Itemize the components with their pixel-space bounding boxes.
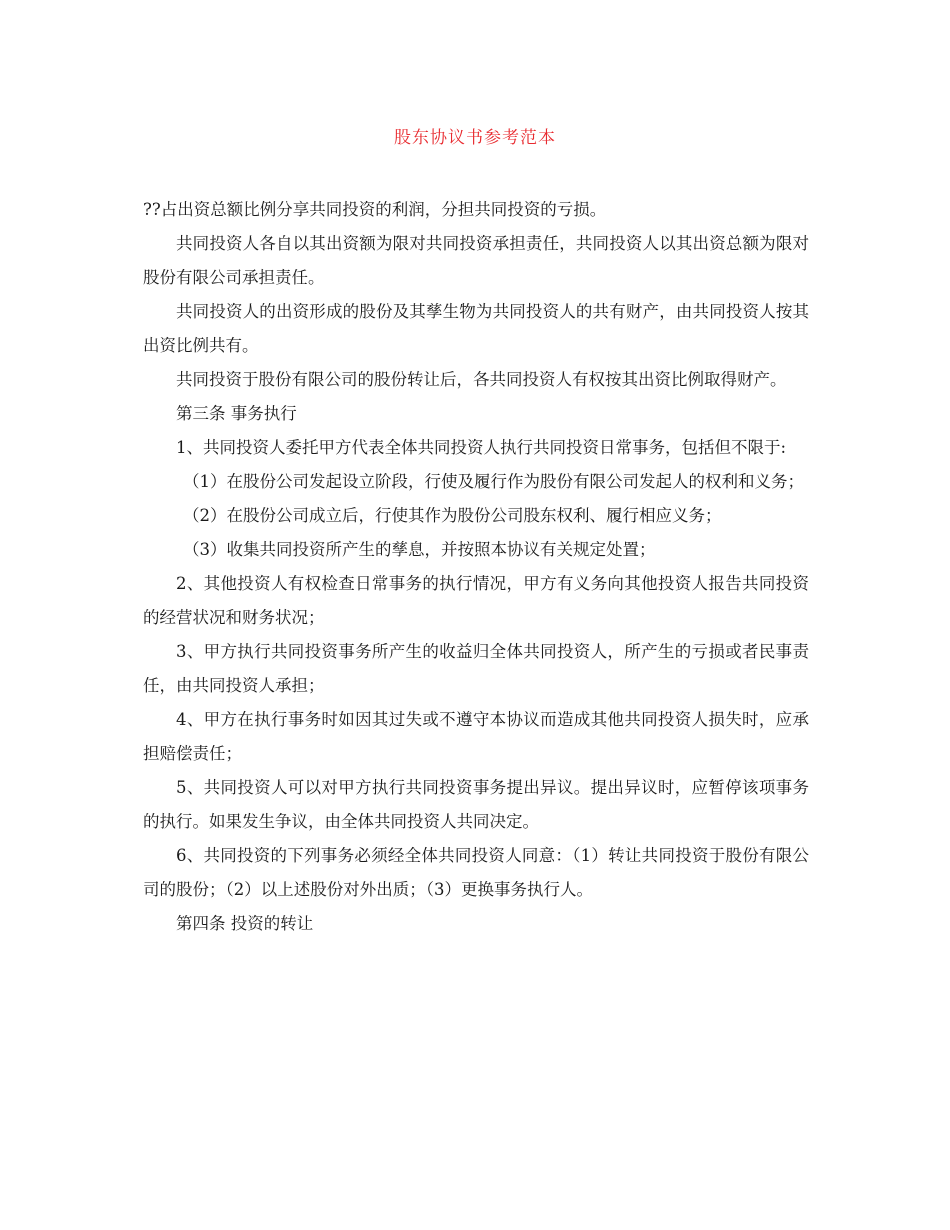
heading-article-3: 第三条 事务执行	[176, 404, 297, 423]
clause-6: 6、共同投资的下列事务必须经全体共同投资人同意：（1）转让共同投资于股份有限公司的股份；（2）以上述股份对外出质；（3）更换事务执行人。	[143, 846, 809, 899]
paragraph-liability: 共同投资人各自以其出资额为限对共同投资承担责任，共同投资人以其出资总额为限对股份有限公司承担责任。	[143, 234, 809, 287]
sub-clause-3: （3）收集共同投资所产生的孳息，并按照本协议有关规定处置；	[183, 540, 656, 559]
document-title: 股东协议书参考范本	[394, 128, 556, 148]
paragraph-profit-sharing: ??占出资总额比例分享共同投资的利润，分担共同投资的亏损。	[143, 200, 607, 219]
paragraph-joint-property: 共同投资人的出资形成的股份及其孳生物为共同投资人的共有财产，由共同投资人按其出资比例共有。	[143, 302, 809, 355]
clause-4: 4、甲方在执行事务时如因其过失或不遵守本协议而造成其他共同投资人损失时，应承担赔偿责任；	[143, 710, 809, 763]
document-body	[143, 193, 809, 941]
sub-clause-2: （2）在股份公司成立后，行使其作为股份公司股东权利、履行相应义务；	[183, 506, 722, 525]
paragraph-share-transfer: 共同投资于股份有限公司的股份转让后，各共同投资人有权按其出资比例取得财产。	[176, 370, 787, 389]
sub-clause-1: （1）在股份公司发起设立阶段，行使及履行作为股份有限公司发起人的权利和义务；	[183, 472, 804, 491]
clause-2: 2、其他投资人有权检查日常事务的执行情况，甲方有义务向其他投资人报告共同投资的经营状况和财务状况；	[143, 574, 809, 627]
clause-1: 1、共同投资人委托甲方代表全体共同投资人执行共同投资日常事务，包括但不限于:	[176, 438, 787, 457]
clause-5: 5、共同投资人可以对甲方执行共同投资事务提出异议。提出异议时，应暂停该项事务的执行。如果发生争议，由全体共同投资人共同决定。	[143, 778, 809, 831]
clause-3: 3、甲方执行共同投资事务所产生的收益归全体共同投资人，所产生的亏损或者民事责任，由共同投资人承担；	[143, 642, 809, 695]
heading-article-4: 第四条 投资的转让	[176, 914, 314, 933]
